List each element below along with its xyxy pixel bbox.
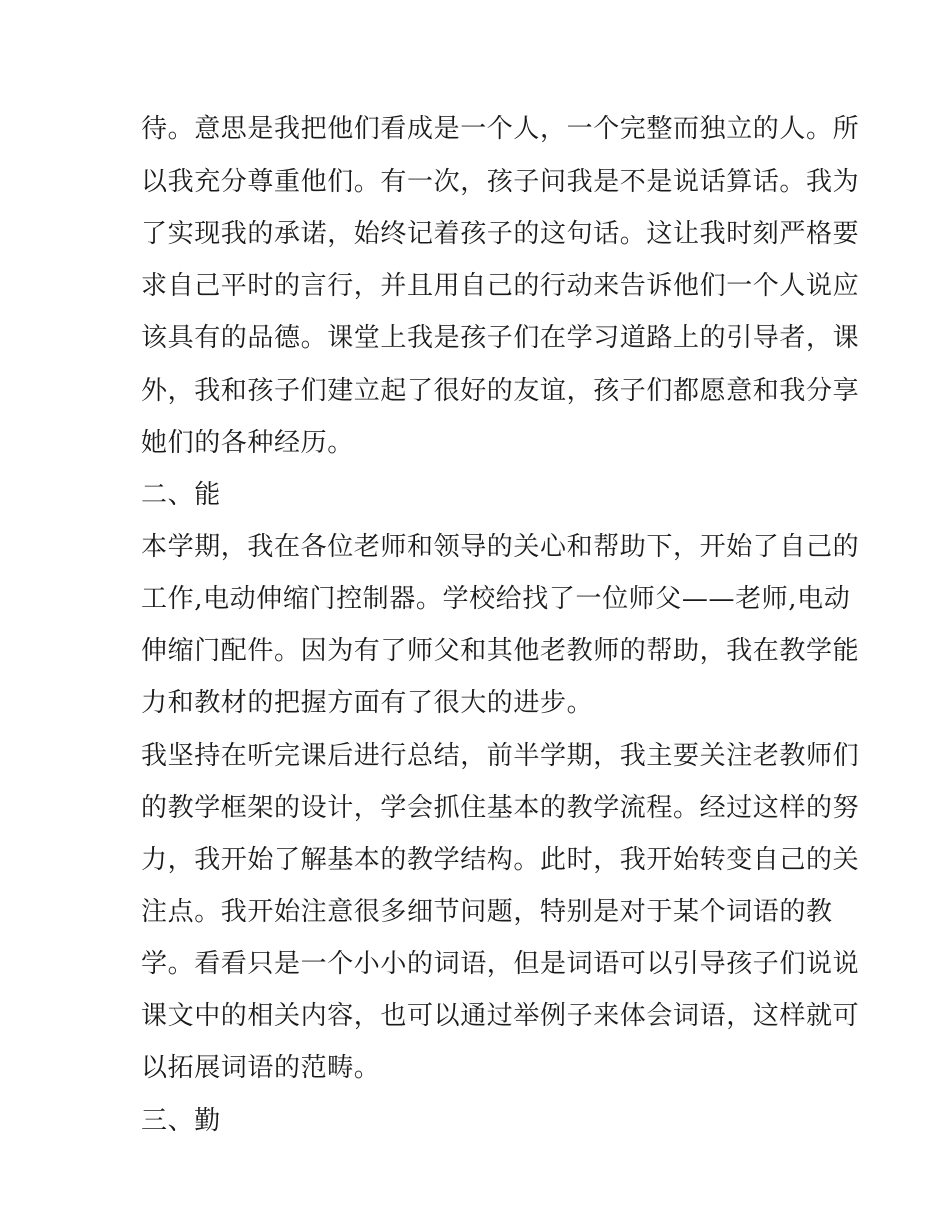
paragraph-line: 力和教材的把握方面有了很大的进步。 bbox=[141, 688, 594, 718]
paragraph-line: 外，我和孩子们建立起了很好的友谊，孩子们都愿意和我分享 bbox=[141, 376, 860, 406]
paragraph-line: 了实现我的承诺，始终记着孩子的这句话。这让我时刻严格要 bbox=[141, 219, 860, 249]
paragraph-line: 注点。我开始注意很多细节问题，特别是对于某个词语的教 bbox=[141, 897, 833, 927]
paragraph-line: 她们的各种经历。 bbox=[141, 428, 354, 458]
paragraph-line: 伸缩门配件。因为有了师父和其他老教师的帮助，我在教学能 bbox=[141, 636, 860, 666]
paragraph-line: 工作,电动伸缩门控制器。学校给找了一位师父——老师,电动 bbox=[141, 584, 851, 614]
paragraph-line: 以我充分尊重他们。有一次，孩子问我是不是说话算话。我为 bbox=[141, 167, 860, 197]
section-heading: 三、勤 bbox=[141, 1106, 221, 1136]
paragraph-line: 学。看看只是一个小小的词语，但是词语可以引导孩子们说说 bbox=[141, 949, 860, 979]
section-heading: 二、能 bbox=[141, 480, 221, 510]
paragraph-line: 课文中的相关内容，也可以通过举例子来体会词语，这样就可 bbox=[141, 1001, 860, 1031]
paragraph-line: 的教学框架的设计，学会抓住基本的教学流程。经过这样的努 bbox=[141, 793, 860, 823]
paragraph-line: 待。意思是我把他们看成是一个人，一个完整而独立的人。所 bbox=[141, 114, 860, 144]
paragraph-line: 我坚持在听完课后进行总结，前半学期，我主要关注老教师们 bbox=[141, 741, 860, 771]
paragraph-line: 力，我开始了解基本的教学结构。此时，我开始转变自己的关 bbox=[141, 845, 860, 875]
paragraph-line: 本学期，我在各位老师和领导的关心和帮助下，开始了自己的 bbox=[141, 532, 860, 562]
paragraph-line: 求自己平时的言行，并且用自己的行动来告诉他们一个人说应 bbox=[141, 271, 860, 301]
paragraph-line: 以拓展词语的范畴。 bbox=[141, 1053, 381, 1083]
paragraph-line: 该具有的品德。课堂上我是孩子们在学习道路上的引导者，课 bbox=[141, 323, 860, 353]
